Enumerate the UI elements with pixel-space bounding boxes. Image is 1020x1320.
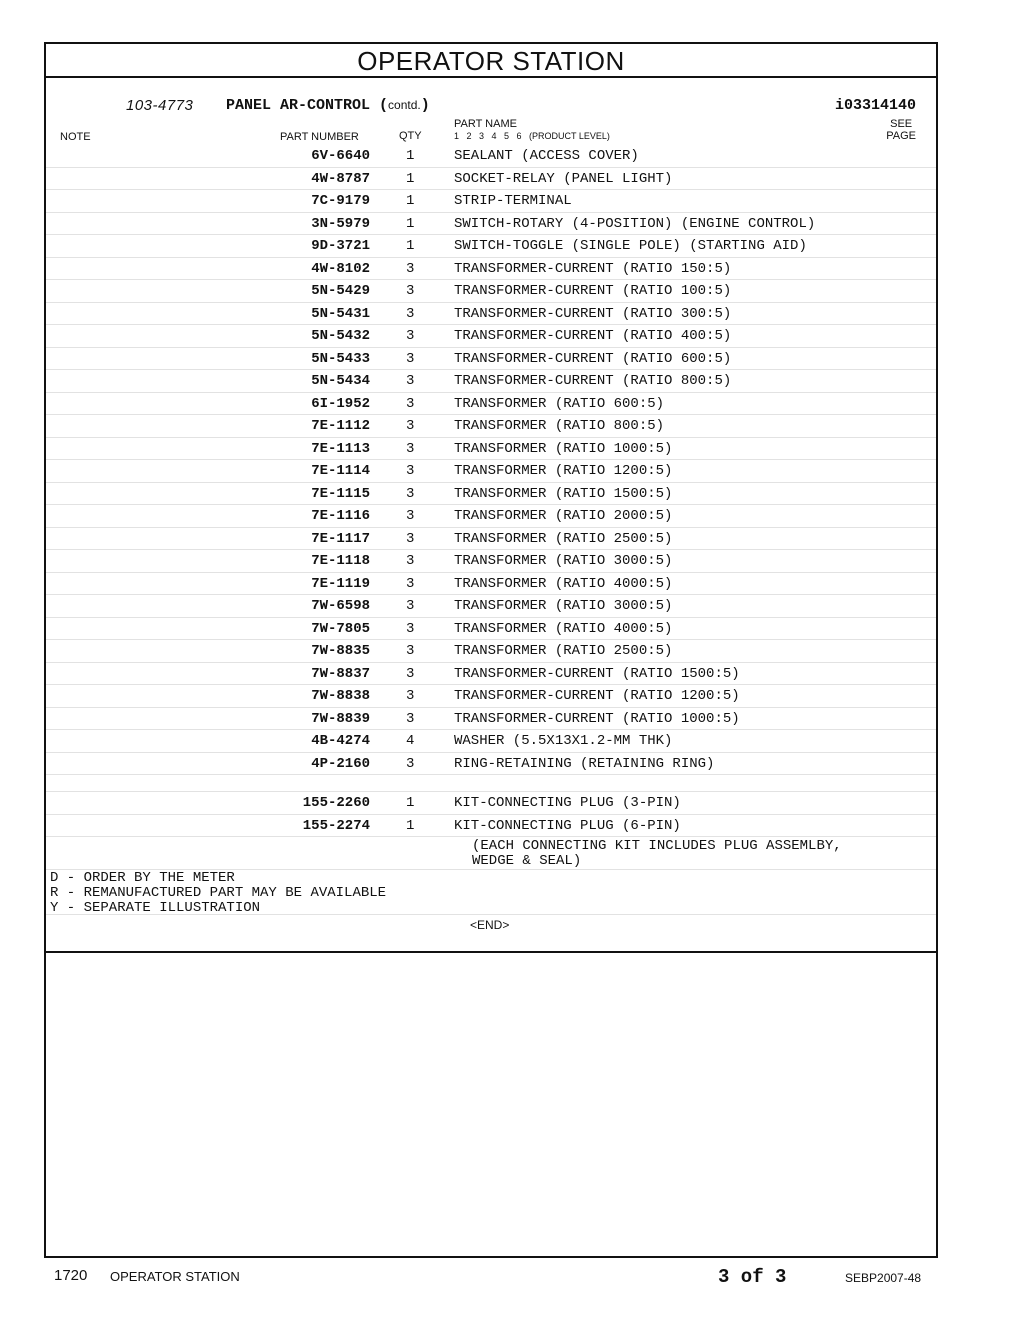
- part-name: STRIP-TERMINAL: [454, 193, 572, 209]
- parts-list-frame: [44, 42, 938, 1258]
- table-row: [46, 663, 936, 686]
- part-name: KIT-CONNECTING PLUG (3-PIN): [454, 795, 681, 811]
- part-qty: 1: [406, 215, 415, 232]
- table-row: [46, 460, 936, 483]
- part-qty: 3: [406, 350, 415, 367]
- part-number: 155-2260: [302, 795, 370, 811]
- group-number: 103-4773: [126, 97, 194, 114]
- table-row: [46, 235, 936, 258]
- part-name: TRANSFORMER-CURRENT (RATIO 100:5): [454, 283, 732, 299]
- part-qty: 3: [406, 643, 415, 659]
- table-row: [46, 370, 936, 393]
- part-name: TRANSFORMER (RATIO 4000:5): [454, 575, 673, 592]
- part-number: 4B-4274: [311, 733, 370, 749]
- part-name: TRANSFORMER (RATIO 3000:5): [454, 598, 673, 614]
- note-column-header: NOTE: [60, 131, 91, 143]
- part-number: 7E-1112: [311, 418, 370, 434]
- part-name: TRANSFORMER-CURRENT (RATIO 600:5): [454, 350, 732, 367]
- part-name: SWITCH-ROTARY (4-POSITION) (ENGINE CONTROL): [454, 215, 816, 232]
- table-row: [46, 640, 936, 663]
- row-spacer: [46, 775, 936, 792]
- part-qty: 1: [406, 193, 415, 209]
- part-qty: 3: [406, 620, 415, 637]
- parts-table: [46, 145, 936, 953]
- part-qty: 1: [406, 817, 415, 834]
- table-row: [46, 303, 936, 326]
- table-row: [46, 573, 936, 596]
- part-number: 5N-5429: [311, 283, 370, 299]
- footer-page-number: 1720: [54, 1267, 88, 1284]
- part-name: TRANSFORMER (RATIO 2500:5): [454, 530, 673, 547]
- part-name: TRANSFORMER-CURRENT (RATIO 1000:5): [454, 710, 740, 727]
- table-row: [46, 505, 936, 528]
- part-qty: 3: [406, 305, 415, 322]
- part-name: SWITCH-TOGGLE (SINGLE POLE) (STARTING AID): [454, 238, 807, 254]
- footer-doc-id: SEBP2007-48: [845, 1271, 922, 1285]
- kit-note: [46, 837, 936, 870]
- table-row: [46, 190, 936, 213]
- end-marker: <END>: [470, 918, 510, 932]
- part-name: TRANSFORMER (RATIO 1200:5): [454, 463, 673, 479]
- part-name: TRANSFORMER (RATIO 2000:5): [454, 508, 673, 524]
- table-row: [46, 550, 936, 573]
- part-qty: 1: [406, 238, 415, 254]
- part-name: TRANSFORMER (RATIO 1000:5): [454, 440, 673, 457]
- part-number-column-header: PART NUMBER: [280, 131, 359, 143]
- part-qty: 3: [406, 463, 415, 479]
- footer-page-of: 3 of 3: [718, 1266, 787, 1288]
- part-qty: 3: [406, 373, 415, 389]
- part-name: TRANSFORMER-CURRENT (RATIO 400:5): [454, 328, 732, 344]
- part-name: KIT-CONNECTING PLUG (6-PIN): [454, 817, 681, 834]
- part-name: TRANSFORMER (RATIO 4000:5): [454, 620, 673, 637]
- part-number: 7W-8838: [311, 688, 370, 704]
- part-number: 4P-2160: [311, 755, 370, 772]
- kit-note-line: (EACH CONNECTING KIT INCLUDES PLUG ASSEMLBY,: [472, 838, 842, 854]
- table-row: [46, 348, 936, 371]
- part-qty: 3: [406, 665, 415, 682]
- table-row: [46, 730, 936, 753]
- table-row: [46, 483, 936, 506]
- part-number: 5N-5431: [311, 305, 370, 322]
- part-number: 5N-5432: [311, 328, 370, 344]
- part-name-column-header: PART NAME: [454, 118, 517, 130]
- table-row: [46, 618, 936, 641]
- part-name: RING-RETAINING (RETAINING RING): [454, 755, 715, 772]
- part-qty: 3: [406, 710, 415, 727]
- kit-note-line: WEDGE & SEAL): [472, 853, 582, 869]
- part-number: 7W-8837: [311, 665, 370, 682]
- table-row: [46, 258, 936, 281]
- see-page-column-header: SEE PAGE: [886, 118, 916, 142]
- part-name: TRANSFORMER (RATIO 2500:5): [454, 643, 673, 659]
- part-qty: 1: [406, 170, 415, 187]
- legend-item: R - REMANUFACTURED PART MAY BE AVAILABLE: [50, 885, 387, 901]
- part-number: 155-2274: [302, 817, 370, 834]
- part-qty: 3: [406, 508, 415, 524]
- part-qty: 3: [406, 418, 415, 434]
- footer-section: OPERATOR STATION: [110, 1269, 240, 1284]
- part-number: 4W-8102: [311, 260, 370, 277]
- part-number: 4W-8787: [311, 170, 370, 187]
- product-level-header: 1 2 3 4 5 6 (PRODUCT LEVEL): [454, 131, 610, 141]
- table-row: [46, 415, 936, 438]
- part-number: 5N-5433: [311, 350, 370, 367]
- table-row: [46, 815, 936, 838]
- table-row: [46, 528, 936, 551]
- table-row: [46, 168, 936, 191]
- table-row: [46, 708, 936, 731]
- table-row: [46, 792, 936, 815]
- part-qty: 1: [406, 148, 415, 164]
- part-name: WASHER (5.5X13X1.2-MM THK): [454, 733, 673, 749]
- part-number: 6V-6640: [311, 148, 370, 164]
- part-name: TRANSFORMER (RATIO 1500:5): [454, 485, 673, 502]
- part-qty: 4: [406, 733, 415, 749]
- part-name: TRANSFORMER (RATIO 3000:5): [454, 553, 673, 569]
- part-qty: 3: [406, 328, 415, 344]
- part-qty: 3: [406, 260, 415, 277]
- notes-legend: [46, 870, 936, 915]
- part-number: 7E-1118: [311, 553, 370, 569]
- part-qty: 3: [406, 440, 415, 457]
- part-number: 7W-8839: [311, 710, 370, 727]
- part-qty: 3: [406, 485, 415, 502]
- part-name: TRANSFORMER (RATIO 600:5): [454, 395, 665, 412]
- part-number: 7E-1115: [311, 485, 370, 502]
- qty-column-header: QTY: [399, 130, 422, 142]
- part-qty: 3: [406, 283, 415, 299]
- part-number: 9D-3721: [311, 238, 370, 254]
- part-number: 5N-5434: [311, 373, 370, 389]
- part-number: 7C-9179: [311, 193, 370, 209]
- part-qty: 3: [406, 688, 415, 704]
- part-number: 7W-6598: [311, 598, 370, 614]
- part-qty: 3: [406, 575, 415, 592]
- part-name: SEALANT (ACCESS COVER): [454, 148, 639, 164]
- legend-item: Y - SEPARATE ILLUSTRATION: [50, 900, 261, 916]
- part-number: 7E-1113: [311, 440, 370, 457]
- table-row: [46, 393, 936, 416]
- part-number: 3N-5979: [311, 215, 370, 232]
- part-number: 7W-8835: [311, 643, 370, 659]
- part-name: TRANSFORMER-CURRENT (RATIO 1500:5): [454, 665, 740, 682]
- legend-item: D - ORDER BY THE METER: [50, 870, 235, 886]
- part-qty: 3: [406, 395, 415, 412]
- part-number: 7E-1116: [311, 508, 370, 524]
- illustration-id: i03314140: [834, 97, 916, 114]
- table-row: [46, 325, 936, 348]
- part-qty: 3: [406, 530, 415, 547]
- table-row: [46, 595, 936, 618]
- table-row: [46, 753, 936, 776]
- group-name: PANEL AR-CONTROL (contd.): [226, 97, 430, 114]
- part-number: 7E-1117: [311, 530, 370, 547]
- part-name: SOCKET-RELAY (PANEL LIGHT): [454, 170, 673, 187]
- part-name: TRANSFORMER (RATIO 800:5): [454, 418, 665, 434]
- end-marker-row: [46, 915, 936, 953]
- part-qty: 3: [406, 553, 415, 569]
- table-row: [46, 685, 936, 708]
- part-name: TRANSFORMER-CURRENT (RATIO 800:5): [454, 373, 732, 389]
- part-qty: 3: [406, 755, 415, 772]
- part-qty: 3: [406, 598, 415, 614]
- part-name: TRANSFORMER-CURRENT (RATIO 1200:5): [454, 688, 740, 704]
- part-number: 7E-1119: [311, 575, 370, 592]
- part-number: 7W-7805: [311, 620, 370, 637]
- part-number: 6I-1952: [311, 395, 370, 412]
- table-row: [46, 213, 936, 236]
- part-name: TRANSFORMER-CURRENT (RATIO 300:5): [454, 305, 732, 322]
- table-row: [46, 438, 936, 461]
- table-row: [46, 280, 936, 303]
- page-title: OPERATOR STATION: [46, 44, 936, 78]
- part-qty: 1: [406, 795, 415, 811]
- part-name: TRANSFORMER-CURRENT (RATIO 150:5): [454, 260, 732, 277]
- part-number: 7E-1114: [311, 463, 370, 479]
- table-row: [46, 145, 936, 168]
